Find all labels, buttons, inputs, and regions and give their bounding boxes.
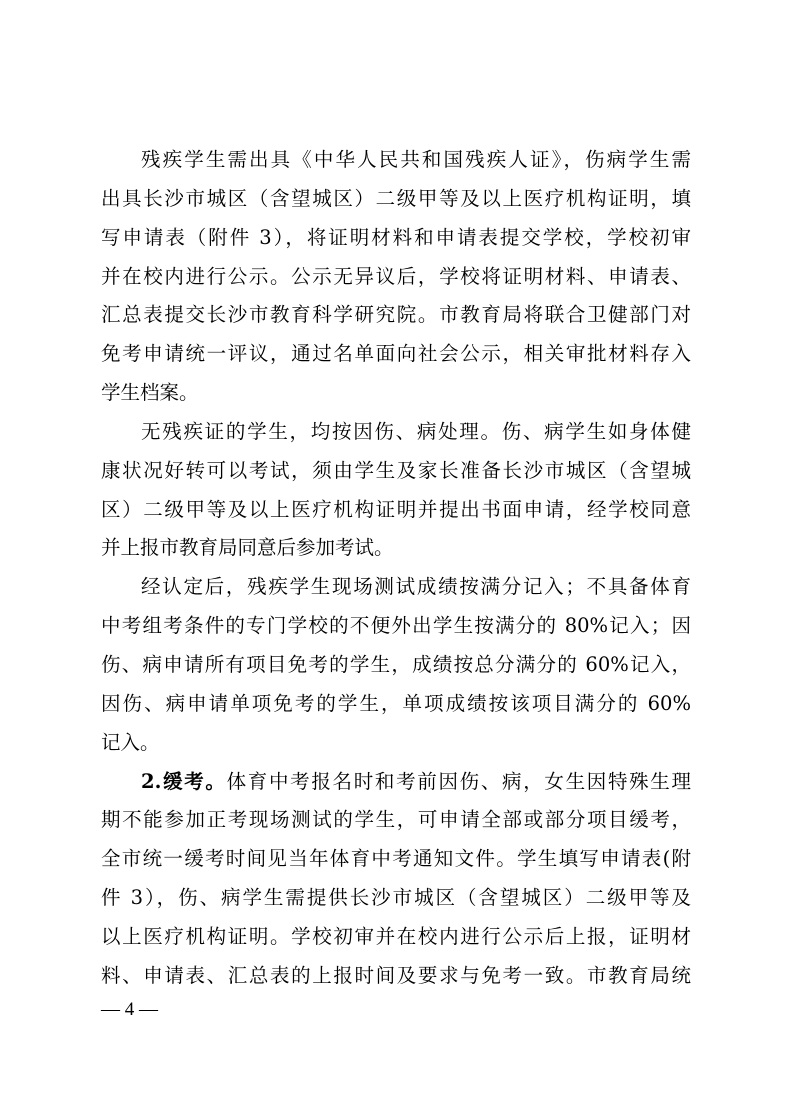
text-line: 残疾学生需出具《中华人民共和国残疾人证》，伤病学生需 — [141, 148, 691, 171]
text-line: 区）二级甲等及以上医疗机构证明并提出书面申请，经学校同意 — [101, 497, 691, 521]
document-body — [101, 141, 691, 996]
page-number: — 4 — — [101, 999, 158, 1020]
text-line: 全市统一缓考时间见当年体育中考通知文件。学生填写申请表(附 — [101, 847, 691, 871]
text-line: 康状况好转可以考试，须由学生及家长准备长沙市城区（含望城 — [101, 458, 691, 482]
text-line: 并在校内进行公示。公示无异议后，学校将证明材料、申请表、 — [101, 264, 691, 288]
text-line: 出具长沙市城区（含望城区）二级甲等及以上医疗机构证明，填 — [101, 186, 691, 210]
text-line: 无残疾证的学生，均按因伤、病处理。伤、病学生如身体健 — [141, 419, 691, 443]
text-line: 写申请表（附件 3），将证明材料和申请表提交学校，学校初审 — [101, 225, 691, 249]
text-line: 期不能参加正考现场测试的学生，可申请全部或部分项目缓考， — [101, 808, 691, 832]
text-line: 并上报市教育局同意后参加考试。 — [101, 536, 394, 560]
paragraph-no-disability-certificate — [101, 413, 691, 568]
text-line: 经认定后，残疾学生现场测试成绩按满分记入；不具备体育 — [141, 575, 691, 599]
text-line: 汇总表提交长沙市教育科学研究院。市教育局将联合卫健部门对 — [101, 303, 691, 327]
text-line: 以上医疗机构证明。学校初审并在校内进行公示后上报，证明材 — [101, 924, 691, 948]
section-heading: 2.缓考。 — [141, 769, 227, 793]
text-line: 伤、病申请所有项目免考的学生，成绩按总分满分的 60%记入， — [101, 652, 691, 676]
paragraph-score-recording — [101, 568, 691, 762]
text-line: 料、申请表、汇总表的上报时间及要求与免考一致。市教育局统 — [101, 963, 691, 987]
text-line: 中考组考条件的专门学校的不便外出学生按满分的 80%记入；因 — [101, 614, 691, 638]
text-line: 免考申请统一评议，通过名单面向社会公示，相关审批材料存入 — [101, 342, 691, 366]
text-line: 件 3），伤、病学生需提供长沙市城区（含望城区）二级甲等及 — [101, 886, 691, 910]
text-line: 因伤、病申请单项免考的学生，单项成绩按该项目满分的 60% — [101, 691, 691, 715]
section-heading-text: 体育中考报名时和考前因伤、病，女生因特殊生理 — [226, 769, 691, 793]
text-line: 记入。 — [101, 730, 160, 754]
text-line — [101, 763, 691, 802]
paragraph-deferred-exam — [101, 763, 691, 996]
text-line: 学生档案。 — [101, 381, 199, 405]
paragraph-exemption-procedure — [101, 141, 691, 413]
